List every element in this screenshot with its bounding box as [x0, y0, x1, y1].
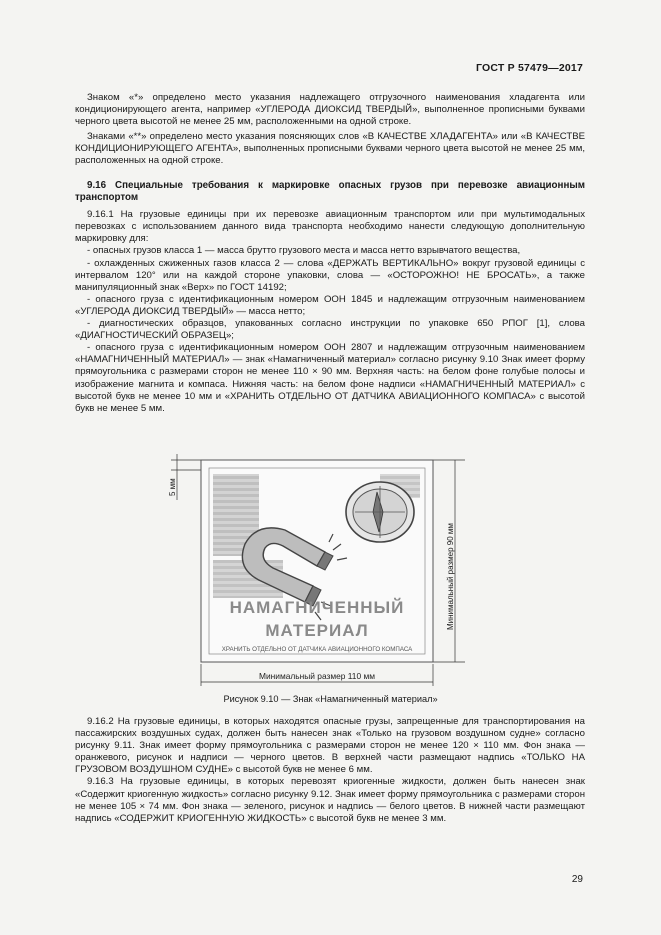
section-title: 9.16 Специальные требования к маркировке опасных грузов при перевозке авиационным транспортом — [75, 180, 585, 204]
intro-block — [75, 92, 585, 168]
paragraph-single-star: Знаком «*» определено место указания надлежащего отгрузочного наименования хладагента или кондиционирующего агента, например «УГЛЕРОДА ДИОКСИД ТВЕРДЫЙ», выполненное прописными буквами черного цвета высотой не менее 25 мм, расположенными на одной строке. — [75, 92, 585, 128]
compass-icon — [346, 482, 414, 542]
list-item: - опасного груза с идентификационным номером ООН 2807 и надлежащим отгрузочным наименованием «НАМАГНИЧЕННЫЙ МАТЕРИАЛ» — знак «Намагниченный материал» согласно рисунку 9.10 Знак имеет форму прямоугольника с размерами сторон не менее 110 × 90 мм. Верхняя часть: на белом фоне голубые полосы и изображение магнита и компаса. Нижняя часть: на белом фоне надписи «НАМАГНИЧЕННЫЙ МАТЕРИАЛ» с высотой букв не менее 10 мм и «ХРАНИТЬ ОТДЕЛЬНО ОТ ДАТЧИКА АВИАЦИОННОГО КОМПАСА» с высотой букв не менее 5 мм. — [75, 342, 585, 414]
dimension-label-top: 5 мм — [168, 478, 177, 496]
list-item: - опасных грузов класса 1 — масса брутто грузового места и масса нетто взрывчатого вещества, — [87, 245, 521, 257]
figure-caption: Рисунок 9.10 — Знак «Намагниченный материал» — [223, 694, 438, 704]
dimension-label-bottom: Минимальный размер 110 мм — [259, 671, 375, 681]
sign-subtitle: ХРАНИТЬ ОТДЕЛЬНО ОТ ДАТЧИКА АВИАЦИОННОГО КОМПАСА — [221, 646, 413, 653]
paragraph-9-16-2: 9.16.2 На грузовые единицы, в которых находятся опасные грузы, запрещенные для транспортирования на пассажирских воздушных судах, должен быть нанесен знак «Только на грузовом воздушном судне» согласно рисунку 9.11. Знак имеет форму прямоугольника с размерами сторон не менее 120 × 110 мм. Фон знака — оранжевого, рисунок и надписи — черного цветов. В верхней части размещают надпись «ТОЛЬКО НА ГРУЗОВОМ ВОЗДУШНОМ СУДНЕ» с высотой букв не менее 6 мм. — [75, 716, 585, 776]
list-item: - охлажденных сжиженных газов класса 2 — слова «ДЕРЖАТЬ ВЕРТИКАЛЬНО» вокруг грузовой единицы с интервалом 120° или на каждой стороне упаковки, слова — «ОСТОРОЖНО! НЕ БРОСАТЬ», а также манипуляционный знак «Верх» по ГОСТ 14192; — [75, 257, 585, 293]
document-id-header: ГОСТ Р 57479—2017 — [475, 62, 583, 74]
paragraph-9-16-1: 9.16.1 На грузовые единицы при их перевозке авиационным транспортом или при мультимодальных перевозках с использованием данного вида транспорта необходимо нанести следующую дополнительную маркировку для: — [75, 209, 585, 245]
dimension-label-right: Минимальный размер 90 мм — [446, 523, 455, 630]
paragraph-double-star: Знаками «**» определено место указания поясняющих слов «В КАЧЕСТВЕ ХЛАДАГЕНТА» или «В КАЧЕСТВЕ КОНДИЦИОНИРУЮЩЕГО АГЕНТА», выполненных прописными буквами черного цвета высотой не менее 25 мм, расположенных на одной строке. — [75, 131, 585, 167]
list-item: - диагностических образцов, упакованных согласно инструкции по упаковке 650 РПОГ [1], слова «ДИАГНОСТИЧЕСКИЙ ОБРАЗЕЦ»; — [75, 318, 585, 342]
paragraph-9-16-3: 9.16.3 На грузовые единицы, в которых перевозят криогенные жидкости, должен быть нанесен знак «Содержит криогенную жидкость» согласно рисунку 9.12. Знак имеет форму прямоугольника с размерами сторон не менее 105 × 74 мм. Фон знака — зеленого, рисунок и надпись — белого цветов. В нижней части размещают надпись «СОДЕРЖИТ КРИОГЕННУЮ ЖИДКОСТЬ» с высотой букв не менее 3 мм. — [75, 776, 585, 824]
sign-drawing — [165, 452, 465, 692]
page-number: 29 — [571, 874, 583, 885]
sign-title-line-2: МАТЕРИАЛ — [265, 621, 369, 640]
after-figure-block — [75, 716, 585, 825]
list-item: - опасного груза с идентификационным номером ООН 1845 и надлежащим отгрузочным наименованием «УГЛЕРОДА ДИОКСИД ТВЕРДЫЙ» — масса нетто; — [75, 293, 585, 317]
figure-magnetized-material-sign — [165, 452, 465, 692]
section-9-16 — [75, 180, 585, 415]
sign-title-line-1: НАМАГНИЧЕННЫЙ — [229, 598, 405, 617]
